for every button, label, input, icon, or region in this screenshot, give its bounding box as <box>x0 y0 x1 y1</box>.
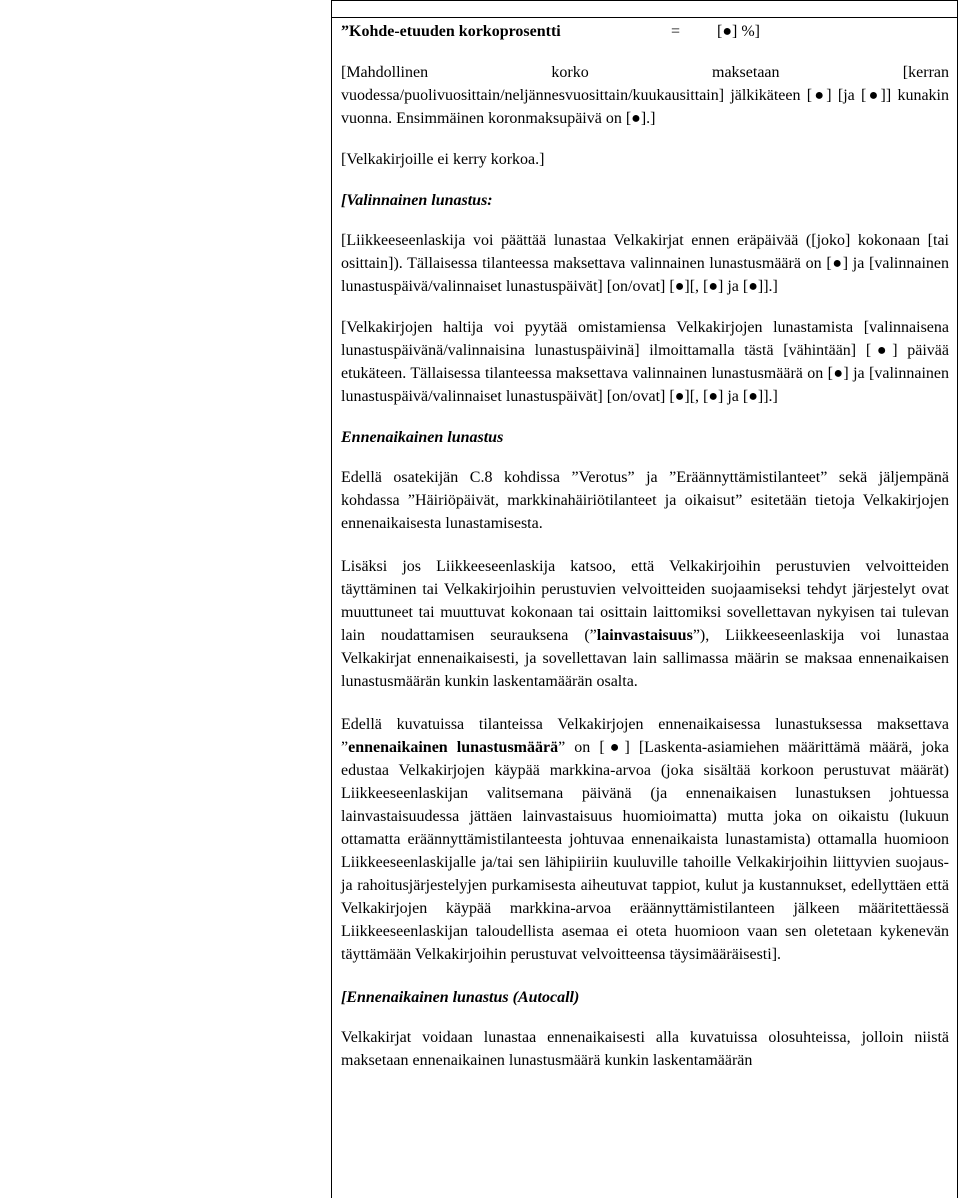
illegality-text-c: ”), Liikkeeseenlaskija voi lunastaa Velkakirjat ennenaikaisesti, ja sovellettavan lain sallimassa määrin se maksaa ennenaikaisen lunastusmäärän kunkin laskentamäärän osalta. <box>341 627 950 690</box>
early-redemption-heading: Ennenaikainen lunastus <box>341 429 504 446</box>
autocall-paragraph: Velkakirjat voidaan lunastaa ennenaikaisesti alla kuvatuissa olosuhteissa, jolloin niistä maksetaan ennenaikainen lunastusmäärä kunkin laskentamäärän <box>341 1029 949 1069</box>
amount-text-c: ” on [●] [Laskenta-asiamiehen määrittämä määrä, joka edustaa Velkakirjojen käypää markkina-arvoa (joka sisältää korkoon perustuvat määrät) Liikkeeseenlaskijan valitsemana päivänä (ja ennenaikaisen lunastuksen johtuessa lainvastaisuudessa jättäen lainvastaisuus huomioimatta) mutta joka on oikaistu (lukuun ottamatta eräännyttämistilanteesta johtuvaa ennenaikaista lunastamista) ottamalla huomioon Liikkeeseenlaskijalle ja/tai sen lähipiiriin kuuluville tahoille Velkakirjoihin liittyvien suojaus- ja rahoitusjärjestelyjen purkamisesta aiheutuvat tappiot, kulut ja kustannukset, edellyttäen että Velkakirjojen käypää markkina-arvoa eräännyttämistilanteen jälkeen määritettäessä Liikkeeseenlaskijan taloudellista asemaa ei oteta huomioon vaan sen oletetaan kykenevän täyttämään Velkakirjoihin perustuvat velvoitteensa täysimääräisesti]. <box>341 739 949 963</box>
rate-line <box>341 20 949 43</box>
early-redemption-intro-paragraph: Edellä osatekijän C.8 kohdissa ”Verotus” ja ”Eräännyttämistilanteet” sekä jäljempänä kohdassa ”Häiriöpäivät, markkinahäiriötilanteet ja oikaisut” esitetään tietoja Velkakirjojen ennenaikaisesta lunastamisesta. <box>341 469 949 532</box>
rate-equals: = <box>671 23 681 40</box>
amount-text-a: Edellä kuvatuissa tilanteissa Velkakirjojen ennenaikaisessa lunastuksessa maksettava ” <box>341 716 949 756</box>
document-cell <box>341 20 949 1090</box>
rate-label: ”Kohde-etuuden korkoprosentti <box>341 23 561 40</box>
illegality-term: lainvastaisuus <box>596 627 693 644</box>
no-interest-paragraph: [Velkakirjoille ei kerry korkoa.] <box>341 151 545 168</box>
rate-value: [●] %] <box>717 23 760 40</box>
illegality-paragraph <box>341 555 949 693</box>
interest-paragraph: [Mahdollinen korko maksetaan [kerran vuodessa/puolivuosittain/neljännesvuosittain/kuukausittain] jälkikäteen [●] [ja [●]] kunakin vuonna. Ensimmäinen koronmaksupäivä on [●].] <box>341 64 949 127</box>
table-right-border <box>957 0 958 1198</box>
issuer-redemption-paragraph: [Liikkeeseenlaskija voi päättää lunastaa Velkakirjat ennen eräpäivää ([joko] kokonaan [tai osittain]). Tällaisessa tilanteessa maksettava valinnainen lunastusmäärä on [●] ja [valinnainen lunastuspäivä/valinnaiset lunastuspäivät] [on/ovat] [●][, [●] ja [●]].] <box>341 232 949 295</box>
table-row-divider <box>331 17 958 18</box>
holder-redemption-paragraph: [Velkakirjojen haltija voi pyytää omistamiensa Velkakirjojen lunastamista [valinnaisena lunastuspäivänä/valinnaisina lunastuspäivinä] ilmoittamalla tästä [vähintään] [●] päivää etukäteen. Tällaisessa tilanteessa maksettava valinnainen lunastusmäärä on [●] ja [valinnainen lunastuspäivä/valinnaiset lunastuspäivät] [on/ovat] [●][, [●] ja [●]].] <box>341 319 949 405</box>
table-top-border <box>331 0 958 1</box>
optional-redemption-heading: [Valinnainen lunastus: <box>341 192 493 209</box>
autocall-heading: [Ennenaikainen lunastus (Autocall) <box>341 989 580 1006</box>
amount-term: ennenaikainen lunastusmäärä <box>348 739 559 756</box>
table-left-border <box>331 0 332 1198</box>
early-redemption-amount-paragraph <box>341 713 949 966</box>
illegality-text-a: Lisäksi jos Liikkeeseenlaskija katsoo, että Velkakirjoihin perustuvien velvoitteiden täyttäminen tai Velkakirjoihin perustuvien velvoitteiden suojaamiseksi tehdyt järjestelyt ovat muuttuneet tai muuttuvat kokonaan tai osittain laittomiksi sovellettavan nykyisen tai tulevan lain noudattamisen seurauksena (” <box>341 558 949 644</box>
